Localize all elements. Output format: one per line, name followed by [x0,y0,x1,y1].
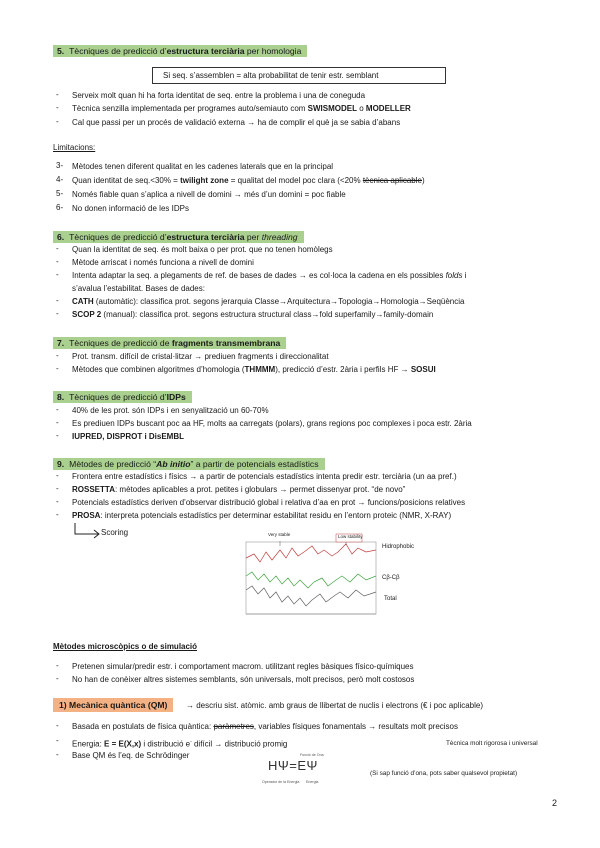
section-5-definition-box: Si seq. s’assemblen = alta probabilitat de tenir estr. semblant [152,67,446,84]
section-7-bullet-2: Mètodes que combinen algoritmes d’homologia (THMMM), predicció d’estr. 2ària i perfils HF → SOSUI [72,365,436,374]
label-very-stable: Very stable [268,532,291,537]
limitation-5: Només fiable quan s’aplica a nivell de domini → més d’un domini = poc fiable [72,190,346,199]
section-6-scop: SCOP 2 (manual): classifica prot. segons estructura structural class→fold superfamily→family-domain [72,310,434,319]
bullet-dash: - [56,661,59,670]
label-low-stability: Low stability [338,534,363,539]
bullet-dash: - [56,257,59,266]
eq-label-operator: Operador de la Energia [262,780,300,784]
limitation-3: Mètodes tenen diferent qualitat en les cadenes laterals que en la principal [72,162,334,171]
section-7-bullet-1: Prot. transm. difícil de cristal·litzar → prediuen fragments i direccionalitat [72,352,329,361]
bullet-dash: - [56,497,59,506]
section-8-heading: 8. Tècniques de predicció d’IDPs [53,391,192,403]
section-8-bullet-2: Es prediuen IDPs buscant poc aa HF, molts aa carregats (polars), grans regions poc complexes i poca estr. 2ària [72,419,472,428]
bullet-dash: - [56,484,59,493]
limitation-6: No donen informació de les IDPs [72,204,189,213]
bullet-dash: - [56,674,59,683]
section-9-bullet-2: ROSSETTA: mètodes aplicables a prot. petites i globulars → permet dissenyar prot. “de novo” [72,485,406,494]
scoring-label: Scoring [101,528,129,537]
label-hydrophobic: Hidrophobic [382,544,415,550]
schrodinger-equation [260,753,332,787]
qm-note-wavefunction: (Si sap funció d’ona, pots saber qualsevol propietat) [370,770,518,777]
qm-description: → descriu sist. atòmic. amb graus de llibertat de nuclis i electrons (€ i poc aplicable) [186,701,484,710]
bullet-dash: - [56,244,59,253]
section-8-bullet-3: IUPRED, DISPROT i DisEMBL [72,432,185,441]
section-9-bullet-1: Frontera entre estadístics i físics → a partir de potencials estadístics intenta predir estr. terciària (un aa pref.) [72,472,457,481]
limitation-number: 5- [56,189,64,198]
section-9-heading: 9. Mètodes de predicció “Ab initio” a partir de potencials estadístics [53,458,325,470]
limitation-number: 3- [56,161,64,170]
bullet-dash: - [56,270,59,279]
bullet-dash: - [56,351,59,360]
cb-curve [246,572,376,588]
qm-heading: 1) Mecànica quàntica (QM) [53,698,173,712]
bullet-dash: - [56,721,59,730]
micro-title: Mètodes microscòpics o de simulació [53,642,198,651]
section-6-bullet-3: Intenta adaptar la seq. a plegaments de ref. de bases de dades → es col·loca la cadena en els possibles folds i [72,271,467,280]
eq-label-energy: Energia [306,780,319,784]
bullet-dash: - [56,405,59,414]
micro-bullet-1: Pretenen simular/predir estr. i comportament macrom. utilitzant regles bàsiques físico-químiques [72,662,414,671]
bullet-dash: - [56,471,59,480]
bullet-dash: - [56,90,59,99]
micro-bullet-2: No han de conèixer altres sistemes semblants, són universals, molt precisos, però molt costosos [72,675,415,684]
energy-profile-plot [232,532,380,624]
eq-label-wavefunction: Funció de Ona [300,753,324,757]
limitation-number: 4- [56,175,64,184]
section-7-heading: 7. Tècniques de predicció de fragments transmembrana [53,337,286,349]
bullet-dash: - [56,418,59,427]
label-total: Total [384,596,397,602]
hydrophobic-curve [246,544,376,562]
qm-bullet-1: Basada en postulats de física quàntica: paràmetres, variables físiques fonamentals → resultats molt precisos [72,722,458,731]
section-5-bullet-3: Cal que passi per un procés de validació externa → ha de complir el què ja se sabia d’abans [72,118,401,127]
qm-note-rigorous: Tècnica molt rigorosa i universal [446,740,538,747]
bullet-dash: - [56,309,59,318]
bullet-dash: - [56,117,59,126]
energy-profile-figure [232,532,380,624]
bullet-dash: - [56,431,59,440]
bullet-dash: - [56,510,59,519]
bullet-dash: - [56,750,59,759]
bullet-dash: - [56,296,59,305]
limitation-4: Quan identitat de seq.<30% = twilight zone = qualitat del model poc clara (<20% tècnica aplicable) [72,176,425,185]
hook-arrow-icon [73,522,103,540]
section-6-bullet-1: Quan la identitat de seq. és molt baixa o per prot. que no tenen homòlegs [72,245,333,254]
limitations-title: Limitacions: [53,143,96,152]
qm-bullet-2: Energia: E = E(X,x) i distribució e- difícil → distribució promig [72,739,288,749]
bullet-dash: - [56,103,59,112]
page-number: 2 [552,798,558,808]
section-9-bullet-3: Potencials estadístics deriven d’observar distribució global i relativa d’aa en prot → funcions/posicions relatives [72,498,466,507]
total-curve [246,586,376,606]
section-5-bullet-2: Tècnica senzilla implementada per programes auto/semiauto com SWISMODEL o MODELLER [72,104,411,113]
section-5-heading: 5. Tècniques de predicció d’estructura terciària per homologia [53,45,307,57]
bullet-dash: - [56,736,59,745]
bullet-dash: - [56,364,59,373]
section-6-bullet-3-cont: s’avalua l’estabilitat. Bases de dades: [72,284,205,293]
limitation-number: 6- [56,203,64,212]
section-6-bullet-2: Mètode arriscat i només funciona a nivell de domini [72,258,254,267]
section-6-heading: 6. Tècniques de predicció d’estructura terciària per threading [53,231,304,243]
eq-formula: HΨ=EΨ [268,758,318,773]
section-9-bullet-4: PROSA: interpreta potencials estadístics per determinar estabilitat residu en l’entorn proteic (NMR, X-RAY) [72,511,452,520]
section-8-bullet-1: 40% de les prot. són IDPs i en senyalització un 60-70% [72,406,269,415]
section-6-cath: CATH (automàtic): classifica prot. segons jerarquia Classe→Arquitectura→Topologia→Homologia→Seqüència [72,297,465,306]
qm-bullet-3: Base QM és l’eq. de Schrödinger [72,751,190,760]
section-5-bullet-1: Serveix molt quan hi ha forta identitat de seq. entre la problema i una de coneguda [72,91,366,100]
label-cb-cb: Cβ-Cβ [382,575,400,581]
